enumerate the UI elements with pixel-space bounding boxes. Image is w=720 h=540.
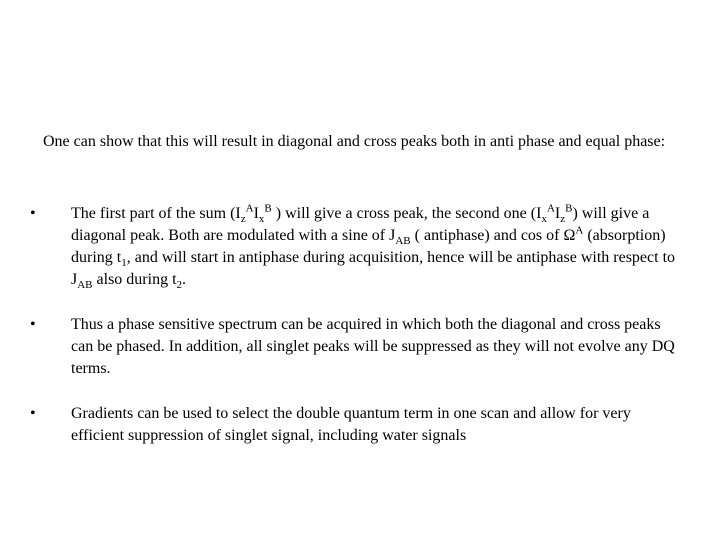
subscript: AB (395, 235, 411, 248)
subscript: z (560, 213, 566, 226)
bullet-text: Gradients can be used to select the double quantum term in one scan and allow for very efficient suppression of singlet signal, including water signals (71, 405, 631, 444)
superscript: A (575, 224, 584, 237)
text-segment: also during t (92, 271, 177, 288)
bullet-text: Thus a phase sensitive spectrum can be acquired in which both the diagonal and cross peaks can be phased. In addition, all singlet peaks will be suppressed as they will not evolve any DQ terms. (71, 316, 675, 377)
superscript: A (245, 202, 254, 215)
text-segment: ) will give a diagonal peak. Both are modulated with a sine of J (71, 205, 650, 244)
bullet-marker: • (30, 405, 36, 422)
subscript: z (240, 213, 246, 226)
superscript: B (565, 202, 573, 215)
bullet-marker: • (30, 205, 36, 222)
subscript: AB (77, 279, 93, 292)
bullet-text (71, 202, 676, 292)
subscript: 1 (121, 257, 127, 270)
bullet-list (30, 203, 690, 447)
text-segment: I (253, 205, 259, 222)
bullet-item-gradients (30, 403, 676, 447)
bullet-item-cross-diagonal (30, 203, 676, 291)
text-segment: ) will give a cross peak, the second one (I (271, 205, 542, 222)
text-segment: . (182, 271, 187, 288)
text-segment: ( antiphase) and cos of Ω (410, 227, 576, 244)
bullet-item-phase-sensitive (30, 314, 676, 380)
text-segment: I (554, 205, 561, 222)
subscript: x (541, 213, 547, 226)
superscript: A (546, 202, 555, 215)
subscript: x (258, 213, 265, 226)
subscript: 2 (176, 279, 183, 292)
text-segment: The first part of the sum (I (71, 205, 241, 222)
text-segment: (absorption) during t (71, 227, 666, 266)
superscript: B (264, 202, 272, 215)
text-segment: , and will start in antiphase during acquisition, hence will be antiphase with respect to J (71, 249, 676, 288)
intro-paragraph: One can show that this will result in diagonal and cross peaks both in anti phase and equal phase: (43, 133, 666, 150)
bullet-marker: • (30, 316, 36, 333)
